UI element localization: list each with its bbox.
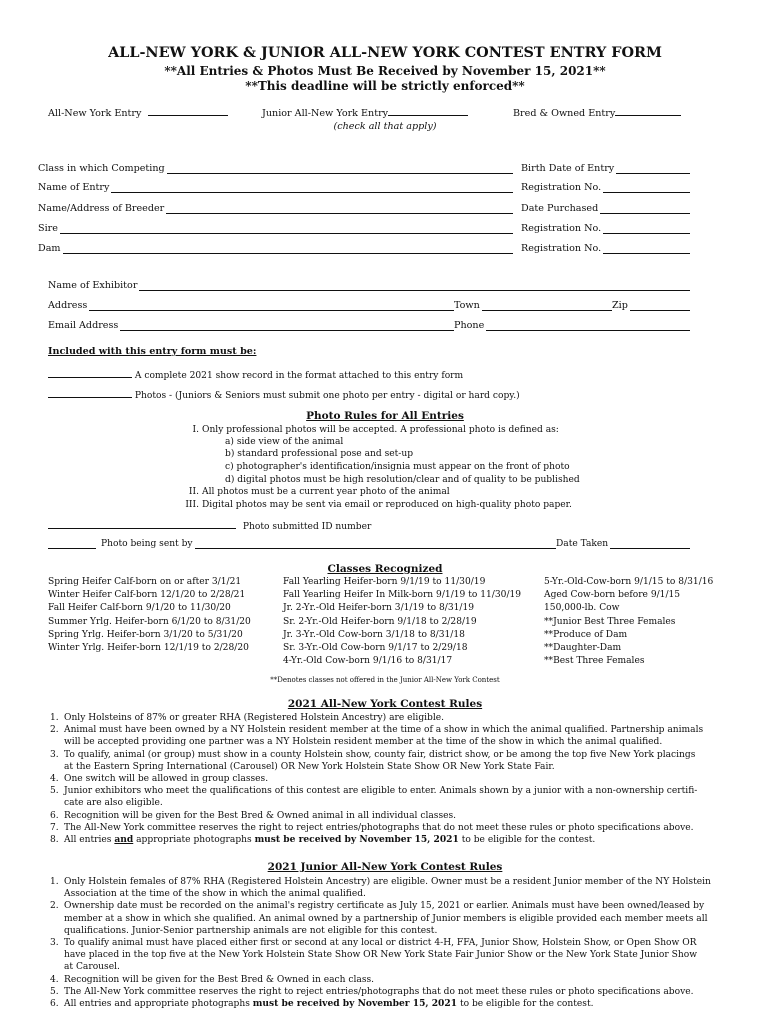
address-field[interactable] <box>48 300 454 311</box>
ny-rule-line <box>50 749 703 761</box>
zip-line[interactable] <box>630 301 690 311</box>
sent-by-check-line[interactable] <box>48 539 96 549</box>
reg-no-3-label: Registration No. <box>521 243 602 254</box>
rule-num: 2. <box>50 901 59 912</box>
rule-text: All entries and appropriate photographs <box>64 999 253 1010</box>
email-label: Email Address <box>48 320 119 331</box>
class-field[interactable] <box>38 163 513 174</box>
classes-col-3 <box>544 576 713 668</box>
reg-no-1-label: Registration No. <box>521 182 602 193</box>
exhibitor-name-line[interactable] <box>139 281 690 291</box>
reg-no-3-line[interactable] <box>603 244 690 254</box>
photo-sub-a: a) side view of the animal <box>225 437 344 447</box>
included-item-2 <box>48 388 520 401</box>
rule-text: at the Eastern Spring International (Carousel) OR New York Holstein State Show OR New York State Fair. <box>64 761 555 772</box>
rule-deadline: must be received by November 15, 2021 <box>252 998 458 1010</box>
rule-text: Animal must have been owned by a NY Holstein resident member at the time of a show in which the animal qualified. Partnership animals <box>64 725 704 736</box>
photo-sub-d: d) digital photos must be high resolution/clear and of quality to be published <box>225 475 580 485</box>
class-item: 150,000-lb. Cow <box>544 603 620 614</box>
rule-text: All entries <box>64 835 115 846</box>
address-label: Address <box>48 300 88 311</box>
enforced-notice: **This deadline will be strictly enforced** <box>245 79 525 93</box>
ny-rule-line <box>50 773 703 785</box>
class-item: Spring Yrlg. Heifer-born 3/1/20 to 5/31/20 <box>48 629 243 640</box>
rule-text: cate are also eligible. <box>64 798 163 809</box>
class-item: Summer Yrlg. Heifer-born 6/1/20 to 8/31/20 <box>48 616 251 627</box>
classes-col-1 <box>48 576 251 655</box>
rule-text: Only Holstein females of 87% RHA (Registered Holstein Ancestry) are eligible. Owner must be a resident Junior member of the NY Holstein <box>64 877 711 887</box>
class-item: Aged Cow-born before 9/1/15 <box>544 590 681 601</box>
rule-text: Junior exhibitors who meet the qualifications of this contest are eligible to enter. Animals shown by a junior with a non-ownership certifi- <box>64 786 698 797</box>
town-field[interactable] <box>454 300 612 311</box>
town-line[interactable] <box>482 301 612 311</box>
rule-num: 2. <box>50 725 59 736</box>
zip-field[interactable] <box>612 300 690 311</box>
email-field[interactable] <box>48 320 454 331</box>
dam-line[interactable] <box>63 244 513 254</box>
rule-text: To qualify, animal (or group) must show in a county Holstein show, county fair, district show, or be among the top five New York placings <box>64 749 696 760</box>
phone-label: Phone <box>454 320 485 331</box>
photo-rule-2: All photos must be a current year photo of the animal <box>202 487 450 497</box>
reg-no-2-field[interactable] <box>521 223 690 234</box>
rule-deadline: must be received by November 15, 2021 <box>254 834 459 846</box>
exhibitor-name-label: Name of Exhibitor <box>48 280 138 291</box>
birth-date-label: Birth Date of Entry <box>521 163 615 174</box>
rule-text: The All-New York committee reserves the right to reject entries/photographs that do not meet these rules or photo specifications above. <box>64 822 694 833</box>
included-item-1-text: A complete 2021 show record in the format attached to this entry form <box>134 371 464 381</box>
entry-all-ny-label: All-New York Entry <box>48 108 142 119</box>
class-item: Sr. 3-Yr.-Old Cow-born 9/1/17 to 2/29/18 <box>283 643 468 654</box>
sent-by-check[interactable] <box>48 539 96 552</box>
entry-name-field[interactable] <box>38 182 513 193</box>
rule-text: appropriate photographs <box>133 835 255 846</box>
classes-heading: Classes Recognized <box>327 563 443 575</box>
entry-junior-check[interactable] <box>388 106 468 116</box>
rule-text: Recognition will be given for the Best Bred & Owned in each class. <box>64 974 375 985</box>
rule-num: 4. <box>50 974 59 985</box>
rule-text: Recognition will be given for the Best Bred & Owned animal in all individual classes. <box>64 810 457 821</box>
entry-all-ny-check[interactable] <box>148 106 228 116</box>
rule-text: to be eligible for the contest. <box>457 999 594 1010</box>
date-taken-field[interactable] <box>556 539 690 549</box>
entry-all-ny <box>48 106 228 119</box>
entry-name-label: Name of Entry <box>38 182 110 193</box>
date-purchased-label: Date Purchased <box>521 203 599 214</box>
rule-num: 3. <box>50 749 59 760</box>
class-item: 4-Yr.-Old Cow-born 9/1/16 to 8/31/17 <box>283 656 453 667</box>
jr-rule-line <box>50 986 711 998</box>
jr-rule-line <box>50 925 711 937</box>
class-label: Class in which Competing <box>38 163 165 174</box>
jr-rule-line <box>50 900 711 912</box>
included-item-1 <box>48 368 463 381</box>
rule-text: member at a show in which she qualified. An animal owned by a partnership of Junior members is eligible provided each member meets all <box>64 913 708 924</box>
ny-rule-line <box>50 712 703 724</box>
jr-rule-line <box>50 998 711 1010</box>
ny-rule-line <box>50 822 703 834</box>
phone-field[interactable] <box>454 320 690 331</box>
reg-no-1-line[interactable] <box>603 183 690 193</box>
birth-date-field[interactable] <box>521 163 690 174</box>
class-item: **Best Three Females <box>544 656 645 667</box>
ny-rule-line <box>50 724 703 736</box>
date-taken-label: Date Taken <box>556 539 609 549</box>
class-item: **Junior Best Three Females <box>544 616 676 627</box>
rule-text-and: and <box>114 834 134 846</box>
form-title: ALL-NEW YORK & JUNIOR ALL-NEW YORK CONTEST ENTRY FORM <box>108 44 662 61</box>
class-item: Fall Heifer Calf-born 9/1/20 to 11/30/20 <box>48 603 231 614</box>
sire-label: Sire <box>38 223 58 234</box>
rule-num: 4. <box>50 774 59 785</box>
classes-col-2 <box>283 576 521 668</box>
rule-num: 6. <box>50 810 59 821</box>
rule-num: 1. <box>50 713 59 723</box>
photo-rule-3-num: III. <box>185 500 199 510</box>
class-item: Fall Yearling Heifer-born 9/1/19 to 11/30/19 <box>283 577 486 587</box>
photo-rule-3: Digital photos may be sent via email or reproduced on high-quality photo paper. <box>202 500 572 510</box>
class-line[interactable] <box>167 164 513 174</box>
jr-rule-line <box>50 974 711 986</box>
included-item-2-text: Photos - (Juniors & Seniors must submit one photo per entry - digital or hard copy.) <box>134 391 520 401</box>
sire-line[interactable] <box>60 224 513 234</box>
reg-no-2-line[interactable] <box>603 224 690 234</box>
rule-num: 6. <box>50 999 59 1010</box>
entry-name-line[interactable] <box>111 183 513 193</box>
address-line[interactable] <box>89 301 454 311</box>
photo-id-field <box>48 519 371 532</box>
breeder-label: Name/Address of Breeder <box>38 203 165 214</box>
classes-note: **Denotes classes not offered in the Junior All-New York Contest <box>270 676 500 684</box>
date-taken-line[interactable] <box>610 539 690 549</box>
included-item-2-check[interactable] <box>48 388 132 398</box>
phone-line[interactable] <box>486 321 690 331</box>
ny-rule-line <box>50 736 703 748</box>
jr-rules-list <box>50 876 711 1010</box>
zip-label: Zip <box>612 300 628 311</box>
dam-field[interactable] <box>38 243 513 254</box>
entry-bred-owned-check[interactable] <box>615 106 681 116</box>
entry-junior-label: Junior All-New York Entry <box>262 108 389 119</box>
photo-rules-heading: Photo Rules for All Entries <box>306 410 464 422</box>
date-purchased-field[interactable] <box>521 203 690 214</box>
photo-rule-1: Only professional photos will be accepted. A professional photo is defined as: <box>202 425 559 435</box>
entry-bred-owned-label: Bred & Owned Entry <box>513 108 616 119</box>
entry-bred-owned <box>513 106 681 119</box>
jr-rule-line <box>50 888 711 900</box>
jr-rule-line <box>50 937 711 949</box>
class-item: Spring Heifer Calf-born on or after 3/1/21 <box>48 577 242 587</box>
rule-text: will be accepted providing one partner was a NY Holstein resident member at the time of the show in which the animal qualified. <box>64 737 663 748</box>
sent-by-field[interactable] <box>101 539 556 549</box>
ny-rule-line <box>50 834 703 846</box>
rule-num: 5. <box>50 986 59 997</box>
date-purchased-line[interactable] <box>600 204 690 214</box>
reg-no-2-label: Registration No. <box>521 223 602 234</box>
dam-label: Dam <box>38 243 61 254</box>
check-all-note: (check all that apply) <box>333 121 437 132</box>
rule-num: 7. <box>50 822 59 833</box>
included-heading: Included with this entry form must be: <box>48 346 257 357</box>
jr-rule-line <box>50 913 711 925</box>
rule-text: One switch will be allowed in group classes. <box>64 774 269 785</box>
sent-by-line[interactable] <box>195 539 556 549</box>
photo-sub-b: b) standard professional pose and set-up <box>225 449 414 459</box>
jr-rule-line <box>50 949 711 961</box>
breeder-field[interactable] <box>38 203 513 214</box>
rule-text: Ownership date must be recorded on the animal's registry certificate as July 15, 2021 or earlier. Animals must have been owned/leased by <box>64 901 705 912</box>
town-label: Town <box>454 300 480 311</box>
class-item: Sr. 2-Yr.-Old Heifer-born 9/1/18 to 2/28/19 <box>283 616 477 627</box>
breeder-line[interactable] <box>166 204 513 214</box>
birth-date-line[interactable] <box>616 164 690 174</box>
sent-by-label: Photo being sent by <box>101 539 193 549</box>
exhibitor-name-field[interactable] <box>48 280 690 291</box>
reg-no-3-field[interactable] <box>521 243 690 254</box>
sire-field[interactable] <box>38 223 513 234</box>
rule-num: 8. <box>50 835 59 846</box>
class-item: Jr. 3-Yr.-Old Cow-born 3/1/18 to 8/31/18 <box>283 629 465 640</box>
class-item: 5-Yr.-Old-Cow-born 9/1/15 to 8/31/16 <box>544 577 714 587</box>
photo-sub-c: c) photographer's identification/insignia must appear on the front of photo <box>225 462 570 472</box>
rule-text: at Carousel. <box>64 962 120 973</box>
jr-rule-line <box>50 876 711 888</box>
rule-text: Association at the time of the show in which the animal qualified. <box>64 889 366 900</box>
entry-junior <box>262 106 468 119</box>
included-item-1-check[interactable] <box>48 368 132 378</box>
reg-no-1-field[interactable] <box>521 182 690 193</box>
ny-rules-heading: 2021 All-New York Contest Rules <box>287 698 483 710</box>
rule-text: have placed in the top five at the New York Holstein State Show OR New York State Fair Junior Show or the New York State Junior Show <box>64 950 697 961</box>
rule-text: qualifications. Junior-Senior partnership animals are not eligible for this contest. <box>64 925 438 936</box>
photo-rule-2-num: II. <box>188 487 199 497</box>
photo-rule-1-num: I. <box>192 425 199 435</box>
class-item: Fall Yearling Heifer In Milk-born 9/1/19 to 11/30/19 <box>283 590 522 601</box>
class-item: Jr. 2-Yr.-Old Heifer-born 3/1/19 to 8/31/19 <box>283 603 475 614</box>
rule-text: Only Holsteins of 87% or greater RHA (Registered Holstein Ancestry) are eligible. <box>64 713 445 723</box>
rule-num: 1. <box>50 877 59 887</box>
class-item: **Daughter-Dam <box>544 643 622 654</box>
class-item: Winter Heifer Calf-born 12/1/20 to 2/28/21 <box>48 590 246 601</box>
class-item: Winter Yrlg. Heifer-born 12/1/19 to 2/28/20 <box>48 643 249 654</box>
ny-rule-line <box>50 810 703 822</box>
photo-id-line[interactable] <box>48 519 236 529</box>
ny-rule-line <box>50 761 703 773</box>
rule-num: 3. <box>50 938 59 949</box>
deadline-notice: **All Entries & Photos Must Be Received by November 15, 2021** <box>164 64 606 78</box>
ny-rule-line <box>50 785 703 797</box>
jr-rules-heading: 2021 Junior All-New York Contest Rules <box>267 861 503 873</box>
ny-rule-line <box>50 797 703 809</box>
photo-id-label: Photo submitted ID number <box>242 522 372 532</box>
rule-num: 5. <box>50 786 59 797</box>
email-line[interactable] <box>120 321 454 331</box>
rule-text: To qualify animal must have placed either first or second at any local or district 4-H, FFA, Junior Show, Holstein Show, or Open Show OR <box>64 938 697 949</box>
rule-text: to be eligible for the contest. <box>458 835 596 846</box>
ny-rules-list <box>50 712 703 846</box>
jr-rule-line <box>50 961 711 973</box>
class-item: **Produce of Dam <box>544 629 628 640</box>
rule-text: The All-New York committee reserves the right to reject entries/photographs that do not meet these rules or photo specifications above. <box>64 986 694 997</box>
